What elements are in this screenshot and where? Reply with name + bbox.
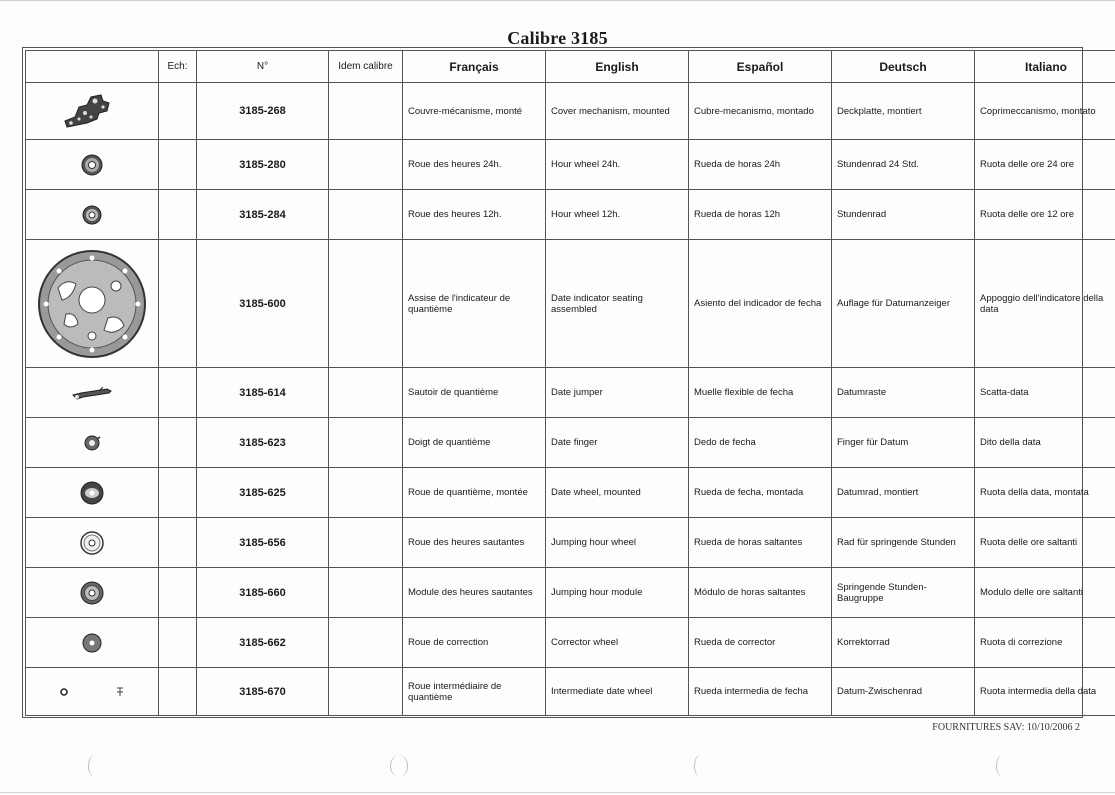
part-number: 3185-280 bbox=[197, 140, 329, 190]
table-row bbox=[26, 368, 1115, 418]
desc-es: Módulo de horas saltantes bbox=[689, 568, 832, 618]
ech-cell bbox=[159, 668, 197, 716]
table-row bbox=[26, 418, 1115, 468]
header-image bbox=[26, 51, 159, 83]
parts-table bbox=[25, 50, 1115, 716]
desc-de: Stundenrad 24 Std. bbox=[832, 140, 975, 190]
part-number: 3185-662 bbox=[197, 618, 329, 668]
desc-es: Rueda de horas saltantes bbox=[689, 518, 832, 568]
desc-it: Ruota della data, montata bbox=[975, 468, 1115, 518]
header-ech: Ech: bbox=[159, 51, 197, 83]
desc-fr: Roue de correction bbox=[403, 618, 546, 668]
punch-hole-mark bbox=[88, 755, 101, 777]
desc-it: Ruota delle ore 12 ore bbox=[975, 190, 1115, 240]
table-row bbox=[26, 668, 1115, 716]
date-finger-icon bbox=[82, 433, 102, 453]
ech-cell bbox=[159, 190, 197, 240]
part-image-cell bbox=[26, 568, 159, 618]
part-image-cell bbox=[26, 618, 159, 668]
part-image-cell bbox=[26, 140, 159, 190]
desc-it: Ruota intermedia della data bbox=[975, 668, 1115, 716]
part-number: 3185-268 bbox=[197, 83, 329, 140]
hour-wheel-12h-icon bbox=[81, 204, 103, 226]
idem-cell bbox=[329, 190, 403, 240]
ech-cell bbox=[159, 368, 197, 418]
desc-de: Datumrad, montiert bbox=[832, 468, 975, 518]
idem-cell bbox=[329, 568, 403, 618]
punch-hole-mark bbox=[390, 755, 408, 777]
desc-de: Korrektorrad bbox=[832, 618, 975, 668]
idem-cell bbox=[329, 618, 403, 668]
table-row bbox=[26, 568, 1115, 618]
part-image-cell bbox=[26, 668, 159, 716]
ech-cell bbox=[159, 240, 197, 368]
desc-it: Coprimeccanismo, montato bbox=[975, 83, 1115, 140]
idem-cell bbox=[329, 418, 403, 468]
corrector-wheel-icon bbox=[81, 632, 103, 654]
desc-it: Ruota delle ore saltanti bbox=[975, 518, 1115, 568]
cover-mechanism-part-icon bbox=[57, 91, 127, 131]
part-number: 3185-625 bbox=[197, 468, 329, 518]
desc-it: Appoggio dell'indicatore della data bbox=[975, 240, 1115, 368]
desc-de: Finger für Datum bbox=[832, 418, 975, 468]
part-number: 3185-623 bbox=[197, 418, 329, 468]
desc-fr: Assise de l'indicateur de quantième bbox=[403, 240, 546, 368]
part-number: 3185-614 bbox=[197, 368, 329, 418]
ech-cell bbox=[159, 618, 197, 668]
table-row bbox=[26, 240, 1115, 368]
idem-cell bbox=[329, 518, 403, 568]
desc-en: Hour wheel 24h. bbox=[546, 140, 689, 190]
desc-de: Stundenrad bbox=[832, 190, 975, 240]
desc-en: Date finger bbox=[546, 418, 689, 468]
desc-es: Rueda de fecha, montada bbox=[689, 468, 832, 518]
ech-cell bbox=[159, 468, 197, 518]
punch-hole-mark bbox=[996, 755, 1009, 777]
desc-it: Ruota di correzione bbox=[975, 618, 1115, 668]
part-image-cell bbox=[26, 518, 159, 568]
part-image-cell bbox=[26, 368, 159, 418]
desc-es: Rueda intermedia de fecha bbox=[689, 668, 832, 716]
idem-cell bbox=[329, 468, 403, 518]
desc-es: Dedo de fecha bbox=[689, 418, 832, 468]
desc-en: Jumping hour wheel bbox=[546, 518, 689, 568]
idem-cell bbox=[329, 240, 403, 368]
part-number: 3185-656 bbox=[197, 518, 329, 568]
part-number: 3185-284 bbox=[197, 190, 329, 240]
header-espanol: Español bbox=[689, 51, 832, 83]
table-row bbox=[26, 468, 1115, 518]
table-row bbox=[26, 140, 1115, 190]
ech-cell bbox=[159, 83, 197, 140]
desc-de: Datumraste bbox=[832, 368, 975, 418]
parts-table-frame bbox=[22, 47, 1104, 718]
desc-fr: Sautoir de quantième bbox=[403, 368, 546, 418]
desc-it: Modulo delle ore saltanti bbox=[975, 568, 1115, 618]
desc-es: Cubre-mecanismo, montado bbox=[689, 83, 832, 140]
bottom-border-line bbox=[0, 792, 1115, 793]
ech-cell bbox=[159, 518, 197, 568]
desc-fr: Roue de quantième, montée bbox=[403, 468, 546, 518]
header-row bbox=[26, 51, 1115, 83]
desc-en: Corrector wheel bbox=[546, 618, 689, 668]
desc-fr: Doigt de quantième bbox=[403, 418, 546, 468]
desc-fr: Roue des heures 24h. bbox=[403, 140, 546, 190]
desc-en: Hour wheel 12h. bbox=[546, 190, 689, 240]
desc-it: Scatta-data bbox=[975, 368, 1115, 418]
punch-hole-mark bbox=[694, 755, 707, 777]
date-wheel-icon bbox=[79, 480, 105, 506]
desc-es: Rueda de horas 24h bbox=[689, 140, 832, 190]
part-image-cell bbox=[26, 240, 159, 368]
table-row bbox=[26, 190, 1115, 240]
desc-en: Jumping hour module bbox=[546, 568, 689, 618]
desc-fr: Roue intermédiaire de quantième bbox=[403, 668, 546, 716]
desc-de: Datum-Zwischenrad bbox=[832, 668, 975, 716]
desc-de: Springende Stunden-Baugruppe bbox=[832, 568, 975, 618]
desc-es: Muelle flexible de fecha bbox=[689, 368, 832, 418]
idem-cell bbox=[329, 140, 403, 190]
header-deutsch: Deutsch bbox=[832, 51, 975, 83]
desc-en: Date jumper bbox=[546, 368, 689, 418]
table-row bbox=[26, 618, 1115, 668]
date-indicator-seating-icon bbox=[36, 248, 148, 360]
header-number: N° bbox=[197, 51, 329, 83]
idem-cell bbox=[329, 668, 403, 716]
table-row bbox=[26, 83, 1115, 140]
part-image-cell bbox=[26, 83, 159, 140]
desc-it: Dito della data bbox=[975, 418, 1115, 468]
idem-cell bbox=[329, 368, 403, 418]
part-number: 3185-660 bbox=[197, 568, 329, 618]
header-italiano: Italiano bbox=[975, 51, 1115, 83]
part-image-cell bbox=[26, 190, 159, 240]
ech-cell bbox=[159, 418, 197, 468]
desc-fr: Roue des heures sautantes bbox=[403, 518, 546, 568]
desc-de: Auflage für Datumanzeiger bbox=[832, 240, 975, 368]
header-idem-calibre: Idem calibre bbox=[329, 51, 403, 83]
ech-cell bbox=[159, 568, 197, 618]
hour-wheel-24h-icon bbox=[80, 153, 104, 177]
jumping-hour-module-icon bbox=[79, 580, 105, 606]
part-number: 3185-670 bbox=[197, 668, 329, 716]
desc-de: Rad für springende Stunden bbox=[832, 518, 975, 568]
part-image-cell bbox=[26, 418, 159, 468]
ech-cell bbox=[159, 140, 197, 190]
part-number: 3185-600 bbox=[197, 240, 329, 368]
desc-en: Intermediate date wheel bbox=[546, 668, 689, 716]
desc-fr: Roue des heures 12h. bbox=[403, 190, 546, 240]
desc-es: Asiento del indicador de fecha bbox=[689, 240, 832, 368]
idem-cell bbox=[329, 83, 403, 140]
table-row bbox=[26, 518, 1115, 568]
jumping-hour-wheel-icon bbox=[79, 530, 105, 556]
desc-fr: Module des heures sautantes bbox=[403, 568, 546, 618]
header-francais: Français bbox=[403, 51, 546, 83]
desc-en: Cover mechanism, mounted bbox=[546, 83, 689, 140]
desc-en: Date indicator seating assembled bbox=[546, 240, 689, 368]
header-english: English bbox=[546, 51, 689, 83]
intermediate-date-wheel-icon bbox=[47, 685, 137, 699]
desc-es: Rueda de horas 12h bbox=[689, 190, 832, 240]
footer-note: FOURNITURES SAV: 10/10/2006 2 bbox=[932, 722, 1080, 733]
top-border-line bbox=[0, 0, 1115, 1]
desc-es: Rueda de corrector bbox=[689, 618, 832, 668]
page-title: Calibre 3185 bbox=[507, 28, 608, 48]
desc-it: Ruota delle ore 24 ore bbox=[975, 140, 1115, 190]
desc-fr: Couvre-mécanisme, monté bbox=[403, 83, 546, 140]
part-image-cell bbox=[26, 468, 159, 518]
desc-de: Deckplatte, montiert bbox=[832, 83, 975, 140]
desc-en: Date wheel, mounted bbox=[546, 468, 689, 518]
date-jumper-icon bbox=[69, 383, 115, 403]
